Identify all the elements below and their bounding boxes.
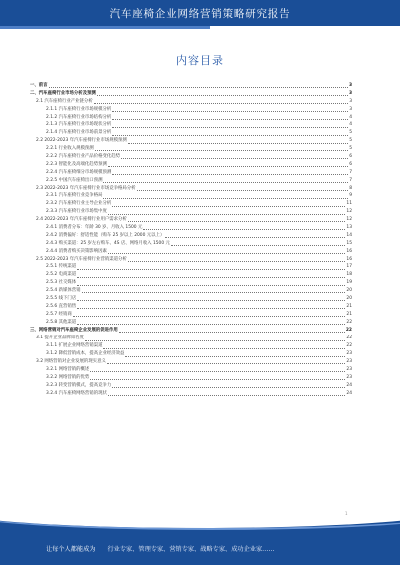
toc-leader-dots (119, 332, 345, 333)
toc-entry-text: 2.2 2022-2023 年汽车座椅行业市场规模预测 (36, 138, 127, 144)
toc-leader-dots (85, 340, 346, 341)
toc-entry-text: 2.5.2 电商渠道 (46, 272, 77, 278)
toc-leader-dots (143, 229, 345, 230)
toc-entry[interactable] (30, 382, 352, 390)
toc-entry-page: 4 (349, 114, 352, 120)
toc-leader-dots (77, 324, 345, 325)
toc-entry-page: 23 (346, 374, 352, 380)
toc-entry-page: 22 (346, 335, 352, 341)
toc-entry[interactable] (30, 327, 352, 335)
toc-entry-page: 16 (346, 248, 352, 254)
toc-entry-text: 2.4.1 消费者分布：年龄 30 岁、月收入 1500 元 (46, 225, 143, 231)
footer-slogan (46, 544, 275, 553)
footer-swoosh-line (0, 518, 400, 530)
toc-entry[interactable] (30, 366, 352, 374)
toc-entry-page: 7 (349, 177, 352, 183)
toc-entry-page: 4 (349, 122, 352, 128)
toc-leader-dots (112, 135, 348, 136)
toc-entry[interactable] (30, 287, 352, 295)
slogan-roles: 行业专家、管理专家、营销专家、战略专家、成功企业家…… (107, 546, 275, 553)
toc-leader-dots (128, 261, 346, 262)
toc-entry-text: 2.2.1 行业收入规模预测 (46, 146, 94, 152)
toc-entry-text: 2.1 汽车座椅行业产业链分析 (36, 98, 93, 104)
toc-entry[interactable] (30, 169, 352, 177)
toc-entry[interactable] (30, 145, 352, 153)
toc-entry[interactable] (30, 342, 352, 350)
toc-entry-page: 3 (349, 106, 352, 112)
toc-leader-dots (103, 348, 345, 349)
toc-entry-text: 3.1.2 降低营销成本，提高企业经济效益 (46, 351, 125, 357)
toc-leader-dots (95, 150, 349, 151)
toc-entry-text: 2.2.2 汽车座椅行业产品价格变化趋势 (46, 154, 121, 159)
toc-entry[interactable] (30, 216, 352, 224)
toc-entry-text: 2.4 2022-2023 年汽车座椅行业用户需求分析 (36, 217, 127, 223)
toc-entry-page: 13 (346, 225, 352, 231)
toc-entry[interactable] (30, 82, 352, 90)
toc-entry-text: 2.5.7 经销商 (46, 311, 72, 317)
toc-entry[interactable] (30, 358, 352, 366)
page-marker: 1 (345, 511, 348, 516)
toc-leader-dots (128, 143, 348, 144)
toc-entry-text: 二、汽车座椅行业市场分析及预测 (30, 90, 96, 96)
toc-entry-page: 7 (349, 169, 352, 175)
toc-leader-dots (103, 198, 348, 199)
toc-entry-page: 21 (346, 303, 352, 309)
toc-entry-page: 14 (346, 232, 352, 238)
toc-entry-page: 16 (346, 256, 352, 262)
toc-entry[interactable] (30, 350, 352, 358)
toc-leader-dots (112, 206, 345, 207)
toc-entry-text: 2.3 2022-2023 年汽车座椅行业市场竞争格局分析 (36, 185, 136, 191)
toc-entry-text: 3.2 网络营销对企业发展的现实意义 (36, 359, 106, 365)
toc-entry[interactable] (30, 240, 352, 248)
toc-entry-text: 三、网络营销对汽车座椅企业发展的促进作用 (30, 327, 118, 333)
toc-entry-page: 12 (346, 209, 352, 215)
toc-leader-dots (77, 277, 345, 278)
toc-entry[interactable] (30, 256, 352, 264)
toc-entry-text: 2.4.2 消费偏好：舒适性能（购车 25 岁以上 2000 元以上） (46, 232, 165, 238)
toc-entry-page: 23 (346, 367, 352, 373)
toc-entry[interactable] (30, 335, 352, 343)
toc-entry-text: 2.4.3 购买渠道：25 岁左右购车、4S 店、网络月收入 1500 元 (46, 240, 170, 246)
toc-leader-dots (108, 253, 346, 254)
toc-entry-page: 22 (346, 319, 352, 325)
toc-entry[interactable] (30, 224, 352, 232)
toc-leader-dots (73, 316, 346, 317)
toc-entry-text: 2.1.4 汽车座椅行业市场前景分析 (46, 130, 112, 136)
toc-leader-dots (165, 237, 345, 238)
toc-entry-page: 17 (346, 264, 352, 270)
toc-entry-text: 3.2.4 汽车座椅网络营销的现状 (46, 390, 107, 396)
toc-entry-page: 6 (349, 161, 352, 167)
toc-leader-dots (171, 245, 345, 246)
toc-entry[interactable] (30, 121, 352, 129)
toc-entry-text: 3.2.3 转变营销模式，提高竞争力 (46, 382, 112, 388)
toc-leader-dots (103, 182, 348, 183)
toc-entry[interactable] (30, 374, 352, 382)
toc-leader-dots (108, 166, 348, 167)
toc-entry[interactable] (30, 137, 352, 145)
header-banner (0, 0, 400, 34)
toc-entry[interactable] (30, 248, 352, 256)
toc-entry-page: 8 (349, 185, 352, 191)
toc-entry[interactable] (30, 271, 352, 279)
table-of-contents (30, 82, 352, 398)
toc-entry[interactable] (30, 319, 352, 327)
toc-entry[interactable] (30, 177, 352, 185)
toc-entry[interactable] (30, 311, 352, 319)
toc-leader-dots (112, 119, 348, 120)
toc-entry-page: 5 (349, 146, 352, 152)
toc-entry[interactable] (30, 161, 352, 169)
toc-entry-text: 2.3.2 汽车座椅行业主导企业分析 (46, 201, 112, 207)
toc-leader-dots (94, 103, 349, 104)
toc-entry[interactable] (30, 295, 352, 303)
toc-entry[interactable] (30, 90, 352, 98)
toc-entry-page: 3 (348, 90, 352, 96)
toc-entry[interactable] (30, 98, 352, 106)
toc-entry-page: 6 (349, 154, 352, 159)
toc-entry[interactable] (30, 129, 352, 137)
toc-entry-text: 2.2.4 汽车座椅细分市场规模预测 (46, 169, 112, 175)
toc-leader-dots (77, 269, 345, 270)
toc-entry-page: 23 (346, 359, 352, 365)
toc-entry-page: 18 (346, 272, 352, 278)
toc-entry[interactable] (30, 390, 352, 398)
toc-entry[interactable] (30, 106, 352, 114)
toc-entry-text: 2.5.5 线下门店 (46, 296, 77, 302)
toc-leader-dots (112, 174, 348, 175)
toc-entry-text: 2.1.3 汽车座椅行业市场现状分析 (46, 122, 112, 128)
toc-entry-page: 3 (348, 82, 352, 88)
toc-entry-page: 22 (345, 327, 352, 333)
toc-leader-dots (121, 158, 348, 159)
toc-entry-page: 22 (346, 343, 352, 349)
toc-entry-text: 3.1.1 扩展企业网络营销渠道 (46, 343, 103, 349)
report-title: 汽车座椅企业网络营销策略研究报告 (109, 8, 291, 20)
toc-leader-dots (77, 308, 345, 309)
toc-entry-page: 19 (346, 280, 352, 286)
toc-entry-page: 24 (346, 382, 352, 388)
toc-entry[interactable] (30, 303, 352, 311)
toc-entry-page: 23 (346, 351, 352, 357)
toc-entry-page: 20 (346, 296, 352, 302)
toc-entry[interactable] (30, 263, 352, 271)
toc-entry-text: 3.2.1 网络营销的概述 (46, 367, 90, 373)
toc-leader-dots (108, 395, 346, 396)
toc-leader-dots (112, 387, 345, 388)
toc-entry[interactable] (30, 232, 352, 240)
toc-leader-dots (49, 87, 348, 88)
toc-entry-text: 2.2.5 中国汽车座椅出口预测 (46, 177, 103, 183)
toc-entry[interactable] (30, 153, 352, 161)
toc-entry-page: 11 (346, 201, 352, 207)
toc-entry-text: 3.1 提升企业品牌知名度 (36, 335, 84, 341)
toc-leader-dots (108, 214, 346, 215)
toc-entry[interactable] (30, 279, 352, 287)
toc-entry-page: 5 (349, 130, 352, 136)
toc-entry-text: 2.5.6 直营销售 (46, 303, 77, 309)
toc-entry-text: 一、前言 (30, 82, 48, 88)
toc-entry-page: 20 (346, 288, 352, 294)
toc-leader-dots (128, 221, 346, 222)
toc-leader-dots (137, 190, 349, 191)
header-accent-line (0, 26, 210, 29)
toc-leader-dots (112, 111, 348, 112)
toc-entry[interactable] (30, 200, 352, 208)
toc-entry-page: 12 (346, 217, 352, 223)
toc-leader-dots (77, 285, 345, 286)
toc-leader-dots (97, 95, 348, 96)
toc-leader-dots (107, 363, 346, 364)
toc-entry-page: 21 (346, 311, 352, 317)
toc-entry-page: 24 (346, 390, 352, 396)
toc-leader-dots (90, 371, 345, 372)
toc-entry[interactable] (30, 114, 352, 122)
toc-leader-dots (77, 300, 345, 301)
toc-entry-page: 15 (346, 240, 352, 246)
toc-entry-text: 2.1.2 汽车座椅行业市场结构分析 (46, 114, 112, 120)
toc-entry-page: 9 (349, 193, 352, 199)
toc-entry[interactable] (30, 185, 352, 193)
toc-heading: 内容目录 (176, 54, 224, 67)
toc-entry-page: 3 (349, 98, 352, 104)
toc-entry-text: 2.2.3 智能化及高端化趋势预测 (46, 161, 107, 167)
toc-leader-dots (125, 356, 345, 357)
toc-entry-text: 2.4.4 消费者购买决策影响因素 (46, 248, 107, 254)
toc-entry-text: 2.3.1 汽车座椅行业竞争格局 (46, 193, 103, 199)
footer-banner (0, 518, 400, 565)
toc-entry-text: 2.5 2022-2023 年汽车座椅行业营销渠道分析 (36, 256, 127, 262)
toc-entry[interactable] (30, 208, 352, 216)
toc-entry-text: 2.5.4 新媒体营销 (46, 288, 81, 294)
toc-entry-text: 2.1.1 汽车座椅行业市场规模分析 (46, 106, 112, 112)
toc-entry[interactable] (30, 192, 352, 200)
toc-leader-dots (90, 379, 345, 380)
toc-leader-dots (82, 292, 346, 293)
toc-leader-dots (112, 127, 348, 128)
slogan-lead: 让每个人都能成为 (46, 546, 96, 553)
toc-entry-page: 5 (349, 138, 352, 144)
toc-entry-text: 2.5.8 其他渠道 (46, 319, 77, 325)
toc-entry-text: 2.3.3 汽车座椅行业市场集中度 (46, 209, 107, 215)
toc-entry-text: 3.2.2 网络营销的优势 (46, 374, 90, 380)
toc-entry-text: 2.5.3 社交媒体 (46, 280, 77, 286)
toc-entry-text: 2.5.1 传统渠道 (46, 264, 77, 270)
